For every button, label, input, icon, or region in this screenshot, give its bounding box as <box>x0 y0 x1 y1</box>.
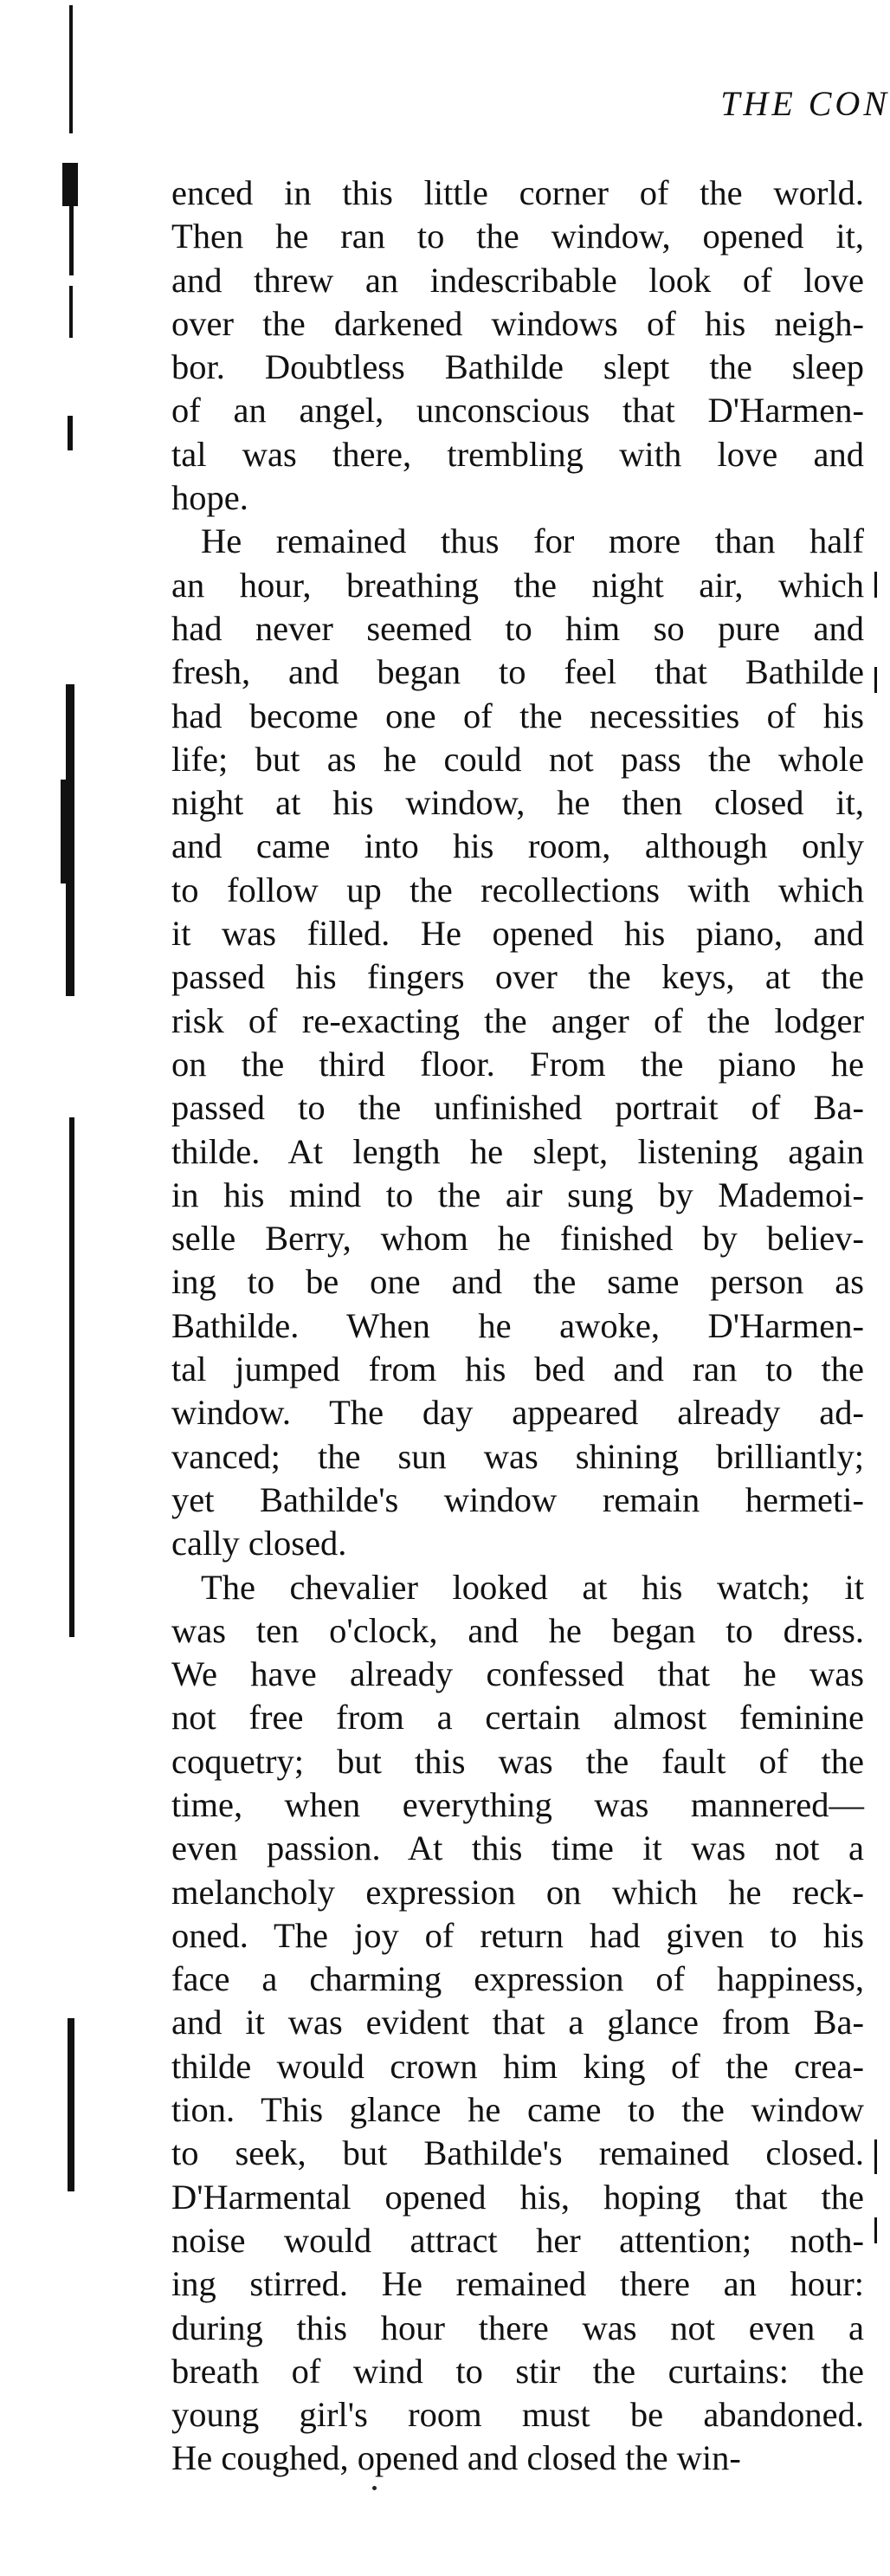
scan-edge-mark <box>62 163 78 206</box>
text-line: and threw an indescribable look of love <box>171 260 864 300</box>
text-line: Then he ran to the window, opened it, <box>171 217 864 256</box>
scan-edge-mark <box>874 2217 877 2243</box>
text-line: risk of re-exacting the anger of the lodger <box>171 1000 864 1040</box>
text-line: yet Bathilde's window remain hermeti- <box>171 1479 864 1519</box>
text-line: had never seemed to him so pure and <box>171 608 864 648</box>
text-line: thilde would crown him king of the crea- <box>171 2046 864 2086</box>
text-line: of an angel, unconscious that D'Harmen- <box>171 391 864 430</box>
text-line: tal jumped from his bed and ran to the <box>171 1349 864 1389</box>
text-line: during this hour there was not even a <box>171 2307 864 2347</box>
text-line: fresh, and began to feel that Bathilde <box>171 652 864 692</box>
text-line: time, when everything was mannered— <box>171 1784 864 1824</box>
running-header: THE CON <box>720 84 890 123</box>
text-line: passed to the unfinished portrait of Ba- <box>171 1088 864 1128</box>
text-line: in his mind to the air sung by Mademoi- <box>171 1175 864 1214</box>
scan-edge-mark <box>69 5 73 133</box>
text-line: tion. This glance he came to the window <box>171 2090 864 2130</box>
text-line: coquetry; but this was the fault of the <box>171 1741 864 1781</box>
text-line: breath of wind to stir the curtains: the <box>171 2351 864 2391</box>
scan-edge-mark <box>68 2018 74 2191</box>
text-line: Bathilde. When he awoke, D'Harmen- <box>171 1305 864 1345</box>
text-line: window. The day appeared already ad- <box>171 1393 864 1433</box>
scan-edge-mark <box>874 2139 877 2174</box>
text-line: not free from a certain almost feminine <box>171 1698 864 1738</box>
text-line: to follow up the recollections with which <box>171 870 864 909</box>
text-line: even passion. At this time it was not a <box>171 1828 864 1868</box>
scan-edge-mark <box>874 572 877 598</box>
text-line: melancholy expression on which he reck- <box>171 1872 864 1912</box>
scan-edge-mark <box>68 416 73 450</box>
text-line: night at his window, he then closed it, <box>171 783 864 823</box>
text-line: hope. <box>171 478 248 518</box>
body-text <box>171 172 864 2481</box>
text-line: over the darkened windows of his neigh- <box>171 303 864 343</box>
scan-edge-mark <box>69 206 74 275</box>
text-line: tal was there, trembling with love and <box>171 434 864 474</box>
text-line: He remained thus for more than half <box>201 521 864 561</box>
text-line: young girl's room must be abandoned. <box>171 2395 864 2435</box>
text-line: ing stirred. He remained there an hour: <box>171 2264 864 2304</box>
text-line: We have already confessed that he was <box>171 1654 864 1694</box>
text-line: it was filled. He opened his piano, and <box>171 914 864 954</box>
text-line: had become one of the necessities of his <box>171 696 864 735</box>
text-line: cally closed. <box>171 1524 347 1563</box>
text-line: noise would attract her attention; noth- <box>171 2220 864 2260</box>
text-line: ing to be one and the same person as <box>171 1262 864 1302</box>
text-line: life; but as he could not pass the whole <box>171 739 864 779</box>
text-line: passed his fingers over the keys, at the <box>171 957 864 997</box>
text-line: to seek, but Bathilde's remained closed. <box>171 2133 864 2173</box>
text-line: thilde. At length he slept, listening again <box>171 1131 864 1171</box>
text-line: D'Harmental opened his, hoping that the <box>171 2177 864 2217</box>
text-line: The chevalier looked at his watch; it <box>201 1567 864 1607</box>
scan-speck <box>372 2486 377 2490</box>
text-line: and it was evident that a glance from Ba- <box>171 2003 864 2042</box>
scan-edge-mark <box>69 1117 74 1637</box>
text-line: face a charming expression of happiness, <box>171 1959 864 1999</box>
text-line: He coughed, opened and closed the win- <box>171 2438 741 2478</box>
scan-edge-mark <box>874 667 877 693</box>
text-line: an hour, breathing the night air, which <box>171 565 864 605</box>
text-line: on the third floor. From the piano he <box>171 1044 864 1084</box>
text-line: selle Berry, whom he finished by believ- <box>171 1219 864 1259</box>
text-line: bor. Doubtless Bathilde slept the sleep <box>171 347 864 387</box>
scan-edge-mark <box>61 780 74 883</box>
scan-edge-mark <box>69 286 73 338</box>
text-line: was ten o'clock, and he began to dress. <box>171 1610 864 1650</box>
text-line: and came into his room, although only <box>171 826 864 866</box>
text-line: enced in this little corner of the world. <box>171 173 864 212</box>
text-line: vanced; the sun was shining brilliantly; <box>171 1436 864 1476</box>
text-line: oned. The joy of return had given to his <box>171 1915 864 1955</box>
